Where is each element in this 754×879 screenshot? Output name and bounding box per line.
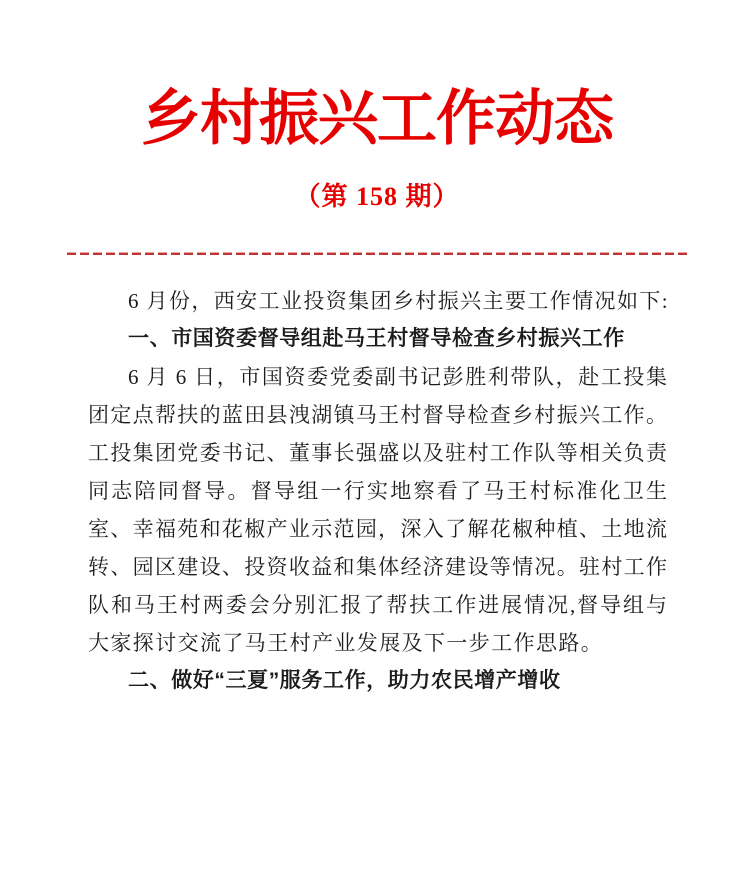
body-line: 转、园区建设、投资收益和集体经济建设等情况。驻村工作 bbox=[88, 555, 668, 579]
body-line: 团定点帮扶的蓝田县洩湖镇马王村督导检查乡村振兴工作。 bbox=[88, 403, 668, 427]
section-heading-1: 一、市国资委督导组赴马王村督导检查乡村振兴工作 bbox=[128, 327, 625, 350]
masthead bbox=[0, 86, 754, 212]
body-line: 同志陪同督导。督导组一行实地察看了马王村标准化卫生 bbox=[88, 479, 668, 503]
section-heading-2: 二、做好“三夏”服务工作，助力农民增产增收 bbox=[128, 669, 561, 692]
dashed-divider bbox=[67, 252, 687, 255]
document-body bbox=[88, 282, 668, 700]
newsletter-title: 乡村振兴工作动态 bbox=[141, 86, 613, 152]
body-line: 工投集团党委书记、董事长强盛以及驻村工作队等相关负责 bbox=[88, 441, 668, 465]
body-line: 室、幸福苑和花椒产业示范园，深入了解花椒种植、土地流 bbox=[88, 517, 668, 541]
body-line: 6 月 6 日，市国资委党委副书记彭胜利带队，赴工投集 bbox=[128, 365, 668, 389]
body-line: 大家探讨交流了马王村产业发展及下一步工作思路。 bbox=[88, 631, 604, 655]
document-page bbox=[0, 86, 754, 879]
issue-number: （第 158 期） bbox=[294, 182, 460, 211]
body-line: 队和马王村两委会分别汇报了帮扶工作进展情况,督导组与 bbox=[88, 593, 668, 617]
intro-line: 6 月份，西安工业投资集团乡村振兴主要工作情况如下: bbox=[128, 289, 669, 313]
